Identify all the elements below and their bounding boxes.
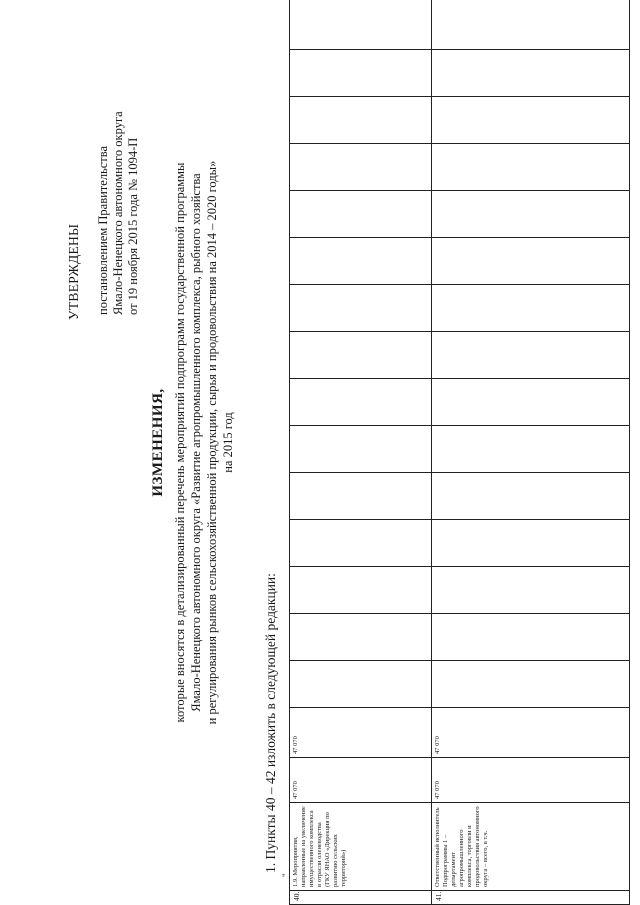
description-line-2: Ямало-Ненецкого автономного округа «Развитие агропромышленного комплекса, рыбного хозяйства [189, 173, 203, 712]
empty-cell [290, 520, 432, 567]
table-row [290, 0, 432, 905]
row-value-total: 47 070 [290, 758, 432, 803]
instruction-text: 1. Пункты 40 – 42 изложить в следующей редакции: [263, 573, 278, 873]
empty-cell [290, 614, 432, 661]
row-number: 41. [432, 891, 630, 905]
empty-cell [432, 144, 630, 191]
empty-cell [290, 97, 432, 144]
row-activity-text: 1.9. Мероприятия, направленные на увеличение имущественного комплекса в отрасли оленеводства (ГКУ ЯНАО «Дирекция по развитию сельских территорий») [290, 803, 432, 891]
empty-cell [290, 50, 432, 97]
empty-cell [290, 0, 432, 50]
empty-cell [290, 238, 432, 285]
empty-cell [432, 473, 630, 520]
activities-table [289, 0, 630, 905]
empty-cell [432, 661, 630, 708]
approved-label: УТВЕРЖДЕНЫ [66, 223, 81, 320]
empty-cell [290, 473, 432, 520]
empty-cell [432, 520, 630, 567]
decree-line-2: Ямало-Ненецкого автономного округа [111, 111, 125, 315]
empty-cell [432, 50, 630, 97]
empty-cell [432, 379, 630, 426]
description-line-1: которые вносятся в детализированный перечень мероприятий подпрограмм государственной программы [173, 162, 187, 723]
empty-cell [432, 238, 630, 285]
empty-cell [432, 567, 630, 614]
empty-cell [432, 285, 630, 332]
decree-line-1: постановлением Правительства [96, 145, 110, 315]
empty-cell [432, 426, 630, 473]
row-value-total: 47 070 [432, 758, 630, 803]
row-value-budget: 47 070 [290, 708, 432, 758]
empty-cell [432, 0, 630, 50]
row-value-budget: 47 070 [432, 708, 630, 758]
empty-cell [290, 661, 432, 708]
empty-cell [432, 97, 630, 144]
empty-cell [290, 379, 432, 426]
quote-mark: " [281, 873, 291, 877]
description-line-4: на 2015 год [221, 412, 235, 473]
empty-cell [432, 614, 630, 661]
table-row [432, 0, 630, 905]
empty-cell [290, 144, 432, 191]
empty-cell [290, 426, 432, 473]
decree-line-3: от 19 ноября 2015 года № 1094-П [126, 137, 140, 315]
empty-cell [290, 332, 432, 379]
document-title: ИЗМЕНЕНИЯ, [150, 388, 166, 497]
empty-cell [432, 332, 630, 379]
row-number: 40. [290, 891, 432, 905]
empty-cell [290, 285, 432, 332]
row-activity-text: Ответственный исполнитель Подпрограммы 1 – департамент агропромышленного комплекса, торговли и продовольствия автономного округа – всего, в т.ч. [432, 803, 630, 891]
empty-cell [432, 191, 630, 238]
empty-cell [290, 191, 432, 238]
empty-cell [290, 567, 432, 614]
description-line-3: и регулирования рынков сельскохозяйственной продукции, сырья и продовольствия на 2014 – 2020 годы» [205, 160, 219, 725]
